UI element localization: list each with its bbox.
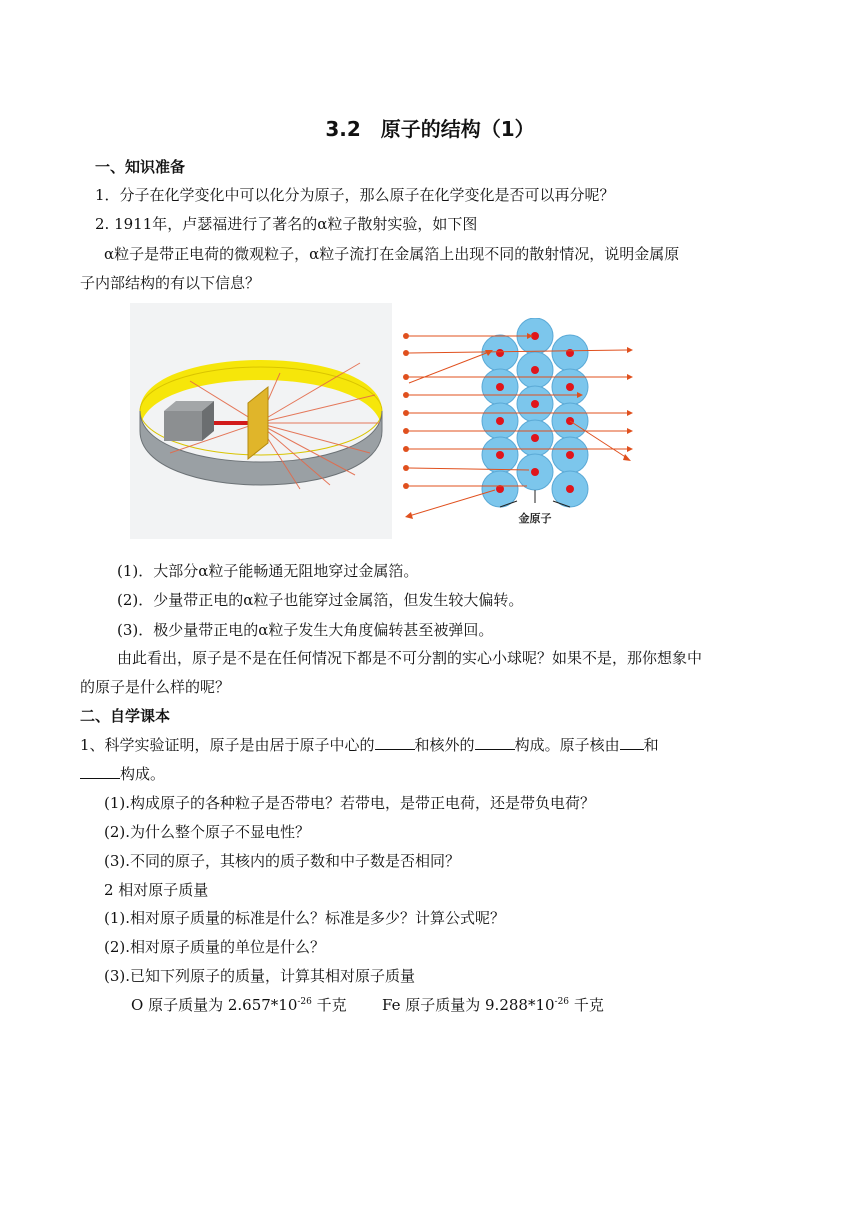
intro-line-1: α粒子是带正电荷的微观粒子，α粒子流打在金属箔上出现不同的散射情况，说明金属原 bbox=[104, 245, 680, 263]
question-1: 1．分子在化学变化中可以化分为原子，那么原子在化学变化是否可以再分呢？ bbox=[95, 186, 615, 204]
page-title: 3.2 原子的结构（1） bbox=[325, 117, 535, 141]
item-1-line-1 bbox=[80, 735, 659, 755]
sub-question-2-3: (3).已知下列原子的质量，计算其相对原子质量 bbox=[104, 967, 416, 985]
item-1-line-2 bbox=[80, 764, 165, 784]
sub-question-1-3: (3).不同的原子，其核内的质子数和中子数是否相同？ bbox=[104, 852, 461, 870]
sub-question-1-2: (2).为什么整个原子不显电性？ bbox=[104, 823, 311, 841]
section2-heading: 二、自学课本 bbox=[80, 707, 171, 725]
mass-oxygen-value: O 原子质量为 2.657*10 bbox=[131, 996, 298, 1014]
sub-question-2-1: (1).相对原子质量的标准是什么？标准是多少？计算公式呢？ bbox=[104, 909, 506, 927]
observation-3: (3)．极少量带正电的α粒子发生大角度偏转甚至被弹回。 bbox=[117, 621, 494, 639]
mass-iron-value: Fe 原子质量为 9.288*10 bbox=[382, 996, 555, 1014]
mass-iron-exponent: -26 bbox=[554, 997, 570, 1007]
blank-electrons[interactable] bbox=[475, 735, 515, 750]
blank-protons[interactable] bbox=[620, 735, 644, 750]
item-1-text-e: 构成。 bbox=[120, 765, 166, 783]
item-1-text-a: 1、科学实验证明，原子是由居于原子中心的 bbox=[80, 736, 375, 754]
conclusion-line-2: 的原子是什么样的呢？ bbox=[80, 678, 231, 696]
blank-neutrons[interactable] bbox=[80, 764, 120, 779]
section1-heading: 一、知识准备 bbox=[95, 158, 186, 176]
item-1-text-b: 和核外的 bbox=[414, 736, 475, 754]
scattering-apparatus-figure bbox=[130, 303, 392, 539]
observation-2: (2)．少量带正电的α粒子也能穿过金属箔，但发生较大偏转。 bbox=[117, 591, 524, 609]
gold-atom-label: 金原子 bbox=[518, 512, 552, 525]
mass-oxygen-unit: 千克 bbox=[316, 996, 347, 1014]
observation-1: (1)．大部分α粒子能畅通无阻地穿过金属箔。 bbox=[117, 562, 419, 580]
item-2-heading: 2 相对原子质量 bbox=[104, 881, 209, 899]
question-2: 2. 1911年，卢瑟福进行了著名的α粒子散射实验，如下图 bbox=[95, 215, 478, 233]
conclusion-line-1: 由此看出，原子是不是在任何情况下都是不可分割的实心小球呢？如果不是，那你想象中 bbox=[117, 649, 703, 667]
mass-oxygen bbox=[131, 995, 347, 1015]
intro-line-2: 子内部结构的有以下信息？ bbox=[80, 274, 261, 292]
mass-oxygen-exponent: -26 bbox=[297, 997, 312, 1007]
mass-iron bbox=[382, 995, 604, 1015]
mass-iron-unit: 千克 bbox=[573, 996, 604, 1014]
item-1-text-d: 和 bbox=[643, 736, 659, 754]
gold-atom-figure bbox=[397, 318, 642, 530]
item-1-text-c: 构成。原子核由 bbox=[514, 736, 620, 754]
sub-question-2-2: (2).相对原子质量的单位是什么？ bbox=[104, 938, 326, 956]
blank-nucleus[interactable] bbox=[375, 735, 415, 750]
sub-question-1-1: (1).构成原子的各种粒子是否带电？若带电，是带正电荷，还是带负电荷？ bbox=[104, 794, 596, 812]
